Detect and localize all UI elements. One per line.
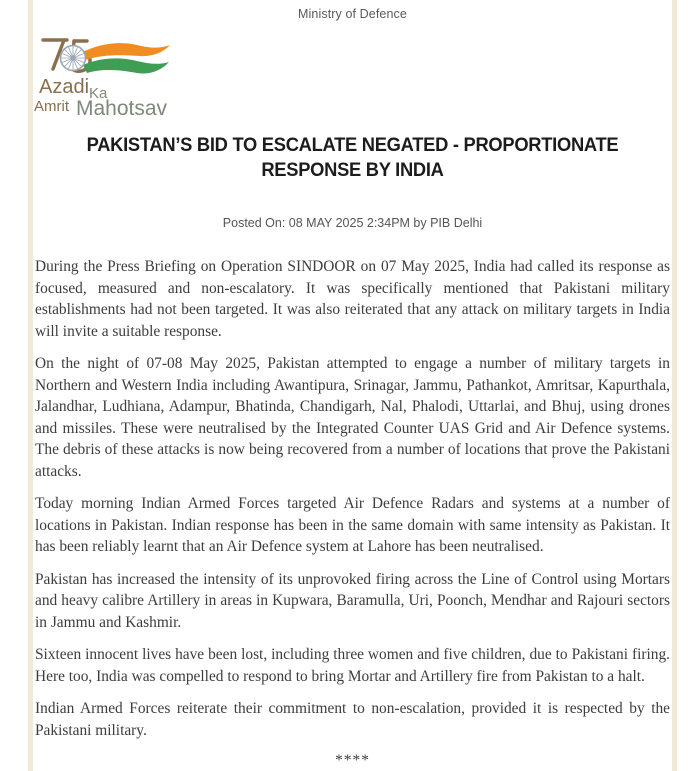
ministry-label: Ministry of Defence (298, 7, 407, 21)
paragraph: During the Press Briefing on Operation SINDOOR on 07 May 2025, India had called its response as focused, measured and non-escalatory. It was specifically mentioned that Pakistani military establishments had not been targeted. It was also reiterated that any attack on military targets in India will invite a suitable response. (35, 258, 670, 340)
press-release-body (35, 256, 670, 770)
svg-text:Amrit: Amrit (34, 98, 69, 115)
paragraph: Pakistan has increased the intensity of its unprovoked firing across the Line of Control using Mortars and heavy calibre Artillery in areas in Kupwara, Baramulla, Uri, Poonch, Mendhar and Rajouri sectors in Jammu and Kashmir. (35, 570, 670, 631)
press-release-page (33, 0, 672, 771)
svg-text:Azadi: Azadi (39, 76, 90, 98)
paragraph: Sixteen innocent lives have been lost, including three women and five children, due to Pakistani firing. Here too, India was compelled to respond to bring Mortar and Artillery fire from Pakistan to a halt. (35, 646, 670, 685)
paragraph: On the night of 07-08 May 2025, Pakistan attempted to engage a number of military targets in Northern and Western India including Awantipura, Srinagar, Jammu, Pathankot, Amritsar, Kapurthala, Jalandhar, Ludhiana, Adampur, Bhatinda, Chandigarh, Nal, Phalodi, Uttarlai, and Bhuj, using drones and missiles. These were neutralised by the Integrated Counter UAS Grid and Air Defence systems. The debris of these attacks is now being recovered from a number of locations that prove the Pakistani attacks. (35, 355, 670, 480)
right-page-rail (672, 0, 677, 771)
page-title: PAKISTAN’S BID TO ESCALATE NEGATED - PROPORTIONATE RESPONSE BY INDIA (86, 134, 619, 181)
azadi-ka-amrit-mahotsav-logo (29, 25, 189, 117)
posted-on-line: Posted On: 08 MAY 2025 2:34PM by PIB Delhi (222, 216, 483, 230)
svg-text:Ka: Ka (89, 85, 108, 102)
end-mark: **** (335, 752, 370, 769)
paragraph: Indian Armed Forces reiterate their commitment to non-escalation, provided it is respected by the Pakistani military. (35, 700, 670, 739)
paragraph: Today morning Indian Armed Forces targeted Air Defence Radars and systems at a number of locations in Pakistan. Indian response has been in the same domain with same intensity as Pakistan. It has been reliably learnt that an Air Defence system at Lahore has been neutralised. (35, 495, 670, 555)
svg-text:Mahotsav: Mahotsav (76, 97, 168, 117)
